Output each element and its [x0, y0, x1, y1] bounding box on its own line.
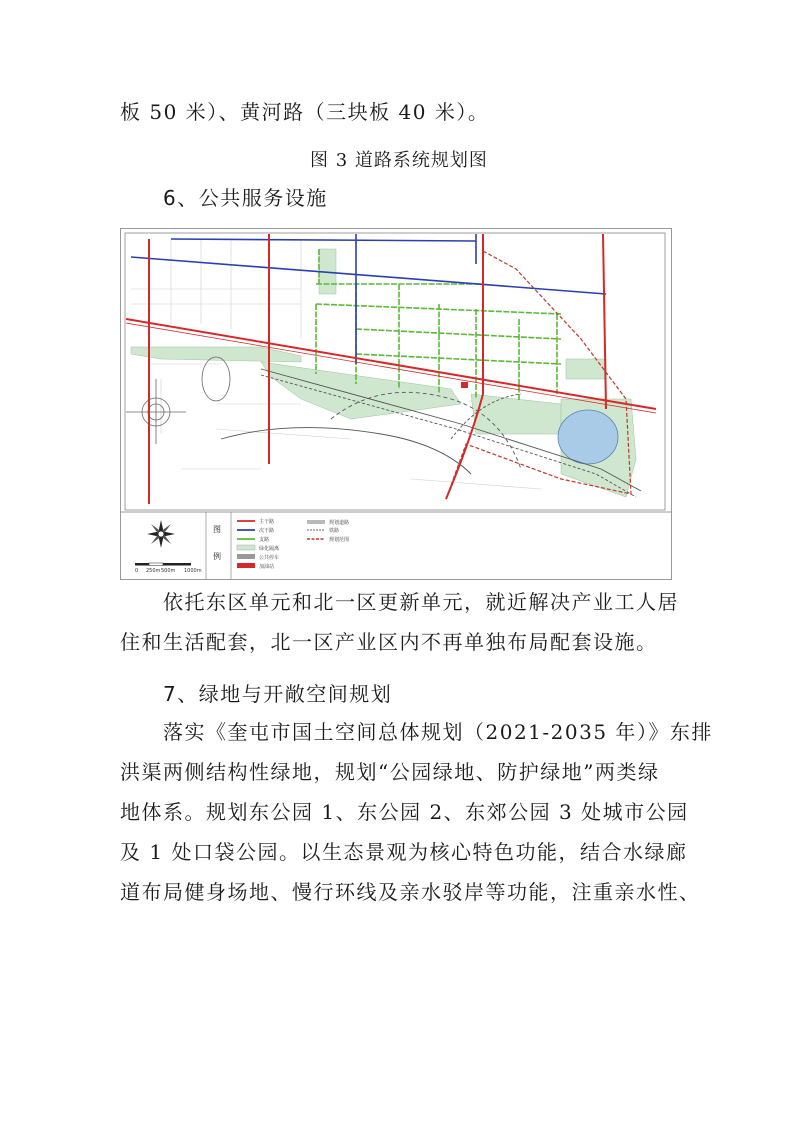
scale-bar — [135, 563, 202, 574]
green-areas — [131, 249, 636, 497]
legend-planned-road: 规划道路 — [329, 520, 350, 526]
legend-secondary-road: 次干路 — [259, 528, 275, 534]
compass-icon — [147, 520, 175, 548]
legend-branch-road: 支路 — [259, 537, 270, 543]
map-canvas — [121, 229, 671, 579]
legend-column-2 — [307, 519, 349, 543]
legend-title-1: 图 — [213, 525, 221, 534]
scale-label-500: 500m — [161, 568, 176, 574]
paragraph-2-line-3: 地体系。规划东公园 1、东公园 2、东郊公园 3 处城市公园 — [120, 800, 689, 824]
scale-label-0: 0 — [135, 568, 139, 574]
section-heading-6: 6、公共服务设施 — [163, 186, 328, 210]
figure-caption: 图 3 道路系统规划图 — [310, 150, 488, 171]
legend-parking: 公共停车 — [259, 555, 280, 561]
continuation-line: 板 50 米）、黄河路（三块板 40 米）。 — [120, 100, 490, 124]
paragraph-2-line-5: 道布局健身场地、慢行环线及亲水驳岸等功能，注重亲水性、 — [120, 880, 701, 904]
gas-station-marker — [461, 382, 468, 388]
legend-primary-road: 主干路 — [259, 519, 275, 525]
paragraph-2-line-2: 洪渠两侧结构性绿地，规划“公园绿地、防护绿地”两类绿 — [120, 760, 660, 784]
lake — [558, 410, 618, 464]
legend-green-isolation: 绿化隔离 — [259, 546, 280, 552]
road-system-map — [120, 228, 672, 580]
paragraph-1-line-1: 依托东区单元和北一区更新单元，就近解决产业工人居 — [163, 590, 679, 614]
legend-column-1 — [237, 518, 279, 570]
secondary-roads — [131, 234, 606, 364]
scale-label-1000: 1000m — [184, 568, 202, 574]
scale-label-250: 250m — [146, 568, 161, 574]
interchange — [126, 357, 230, 444]
paragraph-2-line-4: 及 1 处口袋公园。以生态景观为核心特色功能，结合水绿廊 — [120, 840, 688, 864]
section-heading-7: 7、绿地与开敞空间规划 — [163, 682, 393, 706]
legend-railway: 铁路 — [329, 528, 340, 534]
paragraph-1-line-2: 住和生活配套，北一区产业区内不再单独布局配套设施。 — [120, 630, 658, 654]
paragraph-2-line-1: 落实《奎屯市国土空间总体规划（2021-2035 年）》东排 — [163, 720, 713, 744]
legend-title-2: 例 — [213, 552, 221, 561]
legend-planning-boundary: 规划范围 — [329, 537, 350, 543]
legend-gas-station: 加油站 — [259, 564, 275, 570]
